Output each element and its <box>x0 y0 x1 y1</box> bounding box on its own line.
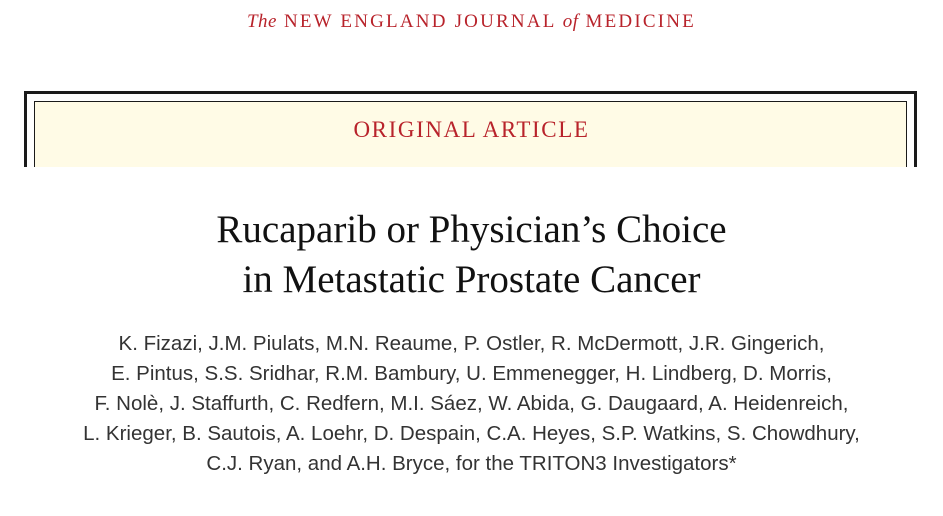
journal-prefix: The <box>246 11 277 32</box>
author-line-5: C.J. Ryan, and A.H. Bryce, for the TRITON3 Investigators* <box>206 452 737 475</box>
author-line-4: L. Krieger, B. Sautois, A. Loehr, D. Despain, C.A. Heyes, S.P. Watkins, S. Chowdhury, <box>83 422 860 445</box>
article-title-line-2: in Metastatic Prostate Cancer <box>242 258 701 301</box>
author-line-3: F. Nolè, J. Staffurth, C. Redfern, M.I. Sáez, W. Abida, G. Daugaard, A. Heidenreich, <box>94 392 849 415</box>
journal-name-part2: MEDICINE <box>585 11 696 32</box>
article-title-line-1: Rucaparib or Physician’s Choice <box>216 208 727 251</box>
journal-masthead <box>0 11 943 33</box>
article-type-label: ORIGINAL ARTICLE <box>353 117 590 142</box>
author-list <box>0 329 943 479</box>
journal-connector: of <box>562 11 579 32</box>
author-line-1: K. Fizazi, J.M. Piulats, M.N. Reaume, P. Ostler, R. McDermott, J.R. Gingerich, <box>118 332 825 355</box>
author-line-2: E. Pintus, S.S. Sridhar, R.M. Bambury, U. Emmenegger, H. Lindberg, D. Morris, <box>111 362 832 385</box>
article-title <box>0 205 943 305</box>
journal-name-part1: NEW ENGLAND JOURNAL <box>283 11 556 32</box>
